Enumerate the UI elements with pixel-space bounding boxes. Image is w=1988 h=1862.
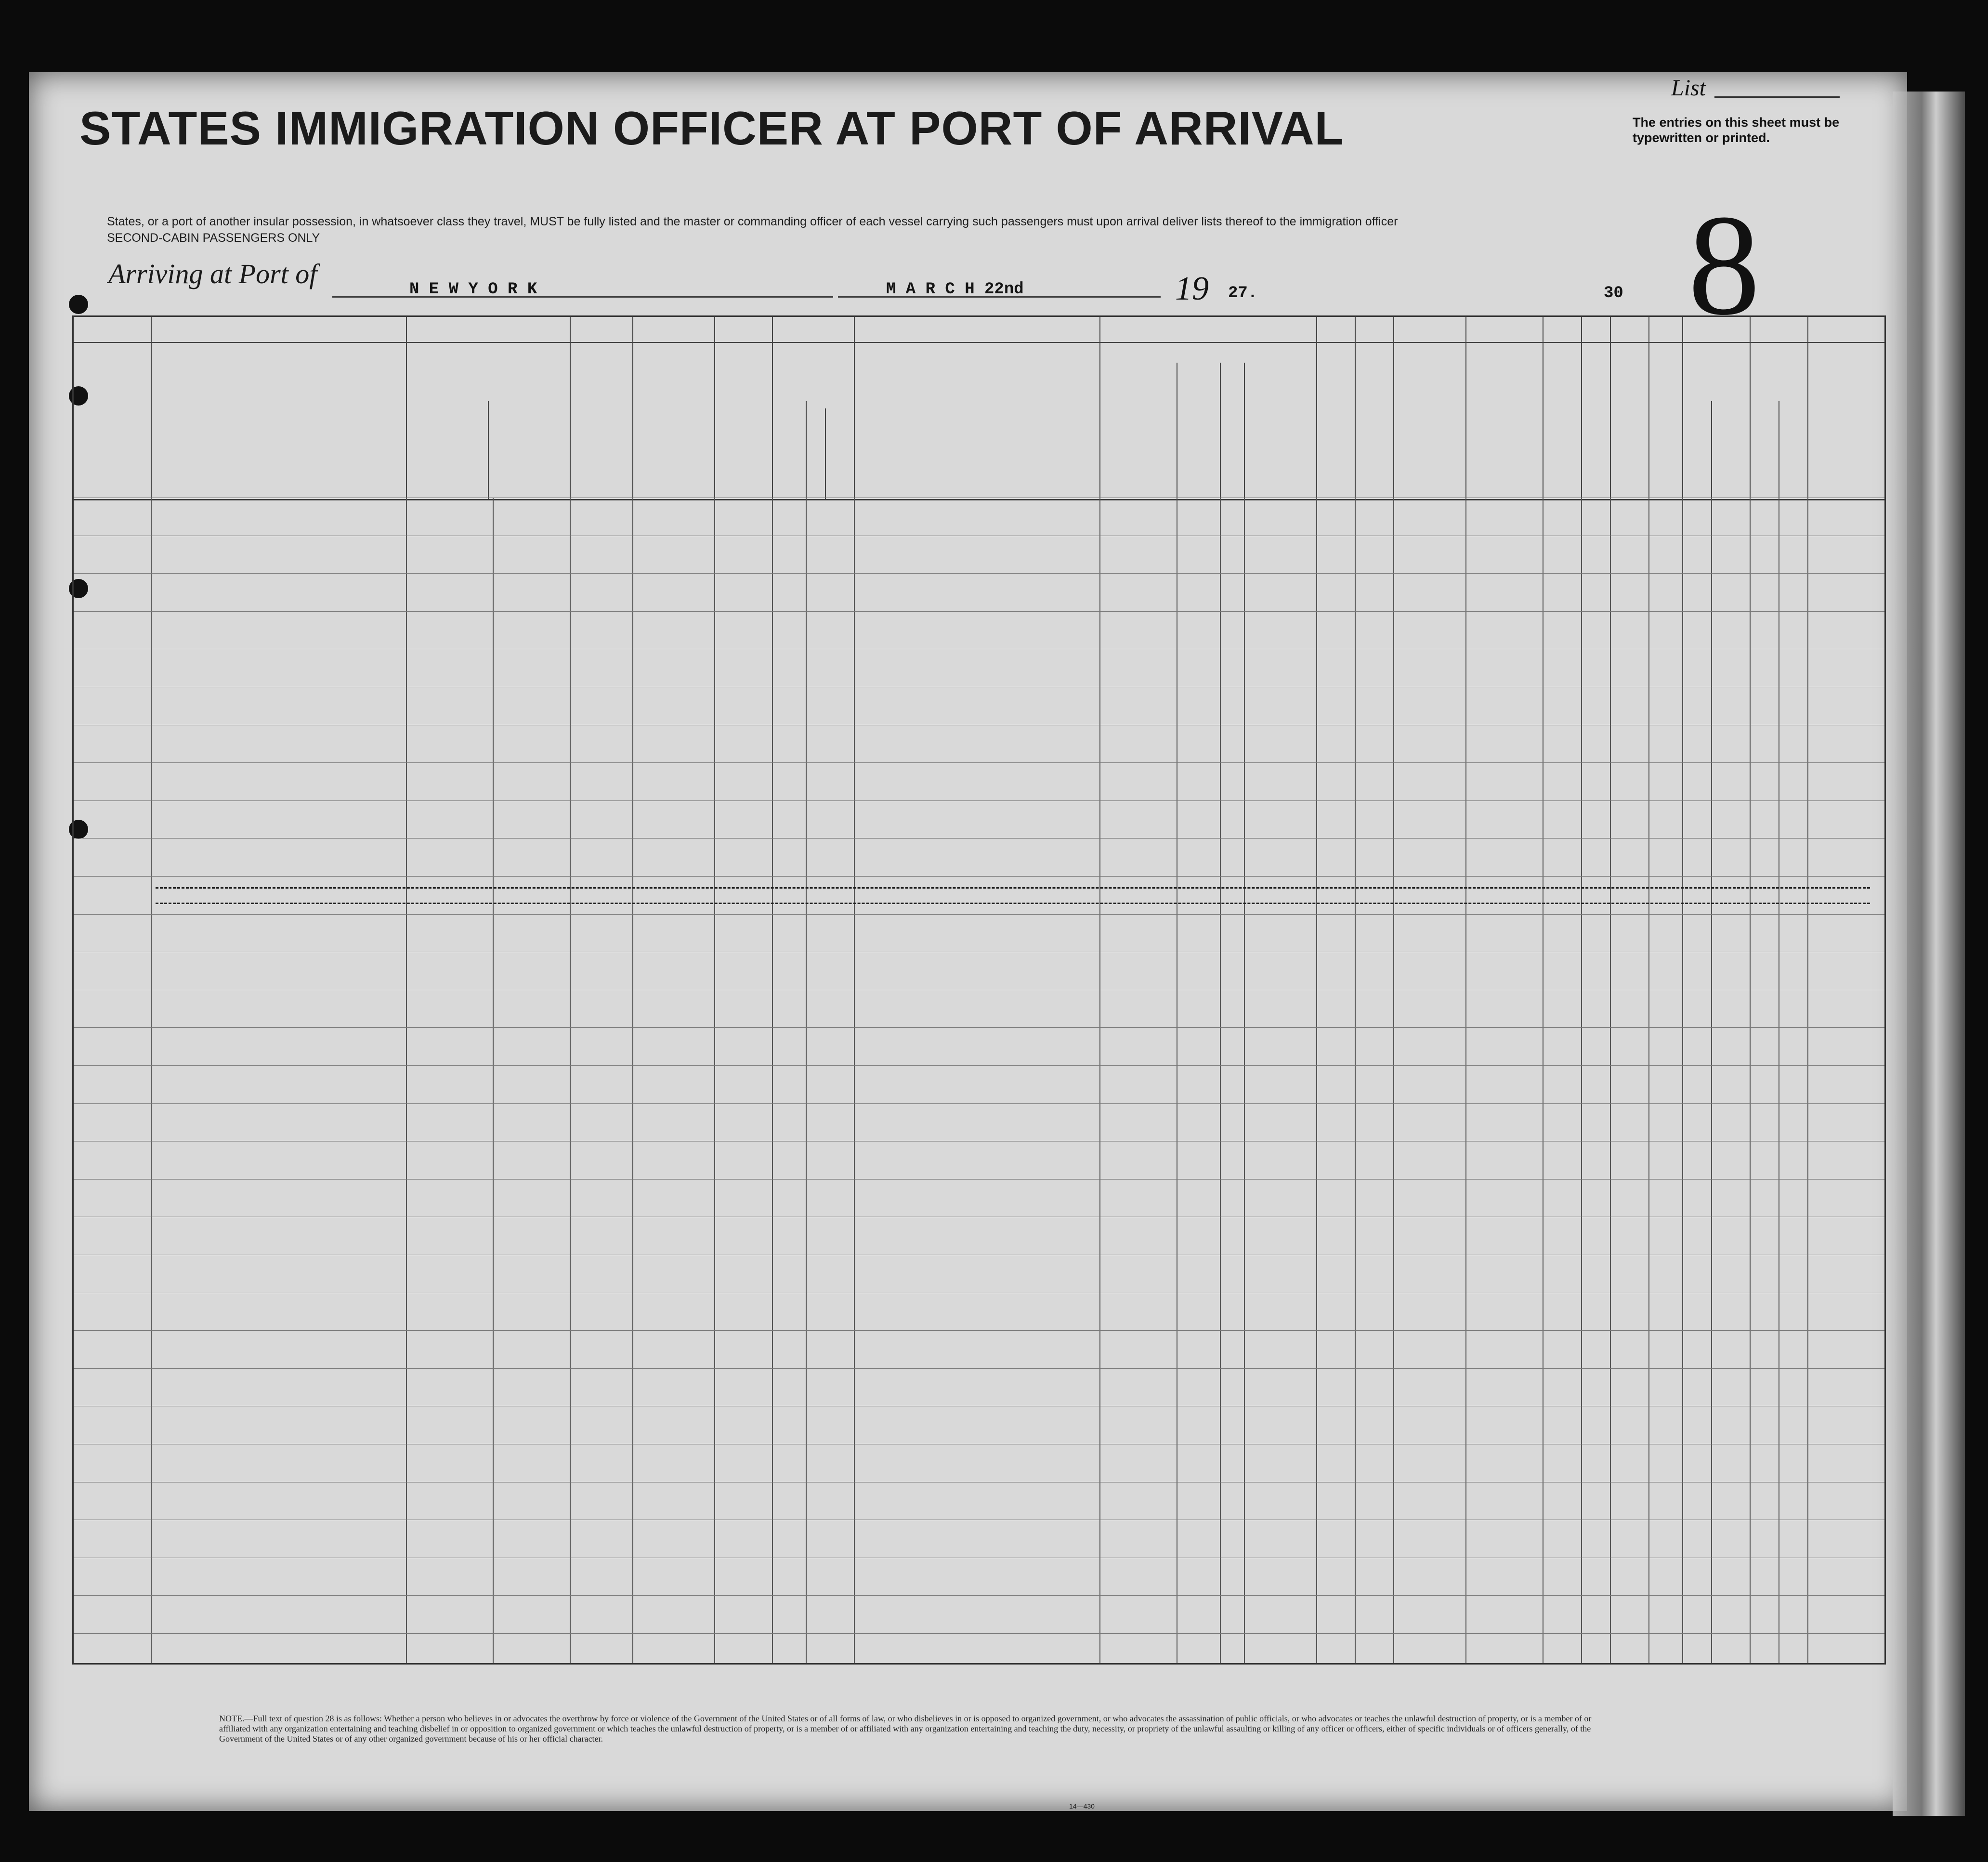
port-line bbox=[332, 296, 833, 298]
grid-divider bbox=[1750, 498, 1751, 1663]
row-divider bbox=[74, 800, 1884, 801]
grid-divider bbox=[806, 498, 807, 1663]
list-number-handwritten: 8 bbox=[1688, 185, 1760, 345]
grid-divider bbox=[1099, 498, 1100, 1663]
header-divider bbox=[714, 317, 715, 499]
grid-divider bbox=[854, 498, 855, 1663]
row-divider bbox=[74, 838, 1884, 839]
form-number: 14—430 bbox=[1069, 1802, 1095, 1810]
row-divider bbox=[74, 762, 1884, 763]
header-divider bbox=[632, 317, 633, 499]
header-divider bbox=[854, 317, 855, 499]
grid-divider bbox=[1355, 498, 1356, 1663]
grid-divider bbox=[772, 498, 773, 1663]
row-divider bbox=[74, 876, 1884, 877]
grid-divider bbox=[1682, 498, 1683, 1663]
grid-divider bbox=[493, 498, 494, 1663]
row-divider bbox=[74, 573, 1884, 574]
header-divider bbox=[1648, 317, 1649, 499]
header-divider bbox=[1711, 401, 1712, 499]
column-header bbox=[72, 315, 1886, 500]
header-divider bbox=[1099, 317, 1100, 499]
row-divider bbox=[74, 1330, 1884, 1331]
grid-divider bbox=[1393, 498, 1394, 1663]
year-field: 27. bbox=[1228, 284, 1258, 302]
header-divider bbox=[1750, 317, 1751, 499]
row-divider bbox=[74, 1103, 1884, 1104]
subtitle-class: SECOND-CABIN PASSENGERS ONLY bbox=[107, 231, 320, 245]
header-divider bbox=[1465, 317, 1466, 499]
page-edge bbox=[1893, 92, 1965, 1816]
header-divider bbox=[406, 317, 407, 499]
grid-divider bbox=[714, 498, 715, 1663]
strikethrough-line bbox=[156, 887, 1870, 889]
header-divider bbox=[151, 317, 152, 499]
row-divider bbox=[74, 1633, 1884, 1634]
date-field: M A R C H 22nd bbox=[886, 280, 1024, 299]
header-divider bbox=[488, 401, 489, 499]
grid-divider bbox=[1610, 498, 1611, 1663]
header-row-divider bbox=[74, 342, 1884, 343]
header-divider bbox=[1220, 363, 1221, 499]
header-divider bbox=[806, 401, 807, 499]
header-divider bbox=[1807, 317, 1808, 499]
header-divider bbox=[1610, 317, 1611, 499]
grid-divider bbox=[1581, 498, 1582, 1663]
passenger-grid bbox=[72, 498, 1886, 1665]
grid-divider bbox=[632, 498, 633, 1663]
grid-divider bbox=[151, 498, 152, 1663]
header-divider bbox=[1393, 317, 1394, 499]
subtitle: States, or a port of another insular possession, in whatsoever class they travel, MUST be fully listed and the master or commanding officer of each vessel carrying such passengers must upon arrival deliver lists thereof to the immigration officer bbox=[107, 215, 1398, 228]
year-prefix: 19 bbox=[1175, 270, 1209, 307]
list-line bbox=[1714, 96, 1840, 98]
row-divider bbox=[74, 914, 1884, 915]
header-divider bbox=[1316, 317, 1317, 499]
grid-divider bbox=[1316, 498, 1317, 1663]
grid-divider bbox=[1465, 498, 1466, 1663]
grid-divider bbox=[1807, 498, 1808, 1663]
grid-divider bbox=[406, 498, 407, 1663]
page-title: STATES IMMIGRATION OFFICER AT PORT OF ARRIVAL bbox=[79, 102, 1344, 155]
header-divider bbox=[772, 317, 773, 499]
grid-divider bbox=[1220, 498, 1221, 1663]
row-divider bbox=[74, 1179, 1884, 1180]
header-divider bbox=[1244, 363, 1245, 499]
header-divider bbox=[1581, 317, 1582, 499]
arriving-label: Arriving at Port of bbox=[108, 258, 317, 289]
strikethrough-line bbox=[156, 903, 1870, 904]
port-field: N E W Y O R K bbox=[409, 280, 537, 299]
typewritten-note: The entries on this sheet must be typewritten or printed. bbox=[1633, 115, 1840, 145]
binder-hole bbox=[69, 295, 88, 314]
header-divider bbox=[570, 317, 571, 499]
header-divider bbox=[1682, 317, 1683, 499]
footnote: NOTE.—Full text of question 28 is as follows: Whether a person who believes in or advocates the overthrow by force or violence of the Government of the United States or of all forms of law, or who disbelieves in or is opposed to organized government, or who advocates the assassination of public officials, or who advocates or teaches the unlawful destruction of property, or is a member of or affiliated with any organization entertaining and teaching disbelief in or opposition to organized government or which teaches the unlawful destruction of property, or is a member of or affiliated with any organization entertaining and teaching the duty, necessity, or propriety of the unlawful assaulting or killing of any officer or officers, either of specific individuals or of officers generally, of the Government of the United States or of any other organized government because of his or her official character. bbox=[219, 1714, 1592, 1744]
row-divider bbox=[74, 1595, 1884, 1596]
header-divider bbox=[825, 408, 826, 499]
row-divider bbox=[74, 1065, 1884, 1066]
row-divider bbox=[74, 1027, 1884, 1028]
row-divider bbox=[74, 611, 1884, 612]
row-divider bbox=[74, 1368, 1884, 1369]
header-divider bbox=[1355, 317, 1356, 499]
grid-divider bbox=[570, 498, 571, 1663]
list-label: List bbox=[1671, 75, 1706, 101]
grid-divider bbox=[1648, 498, 1649, 1663]
grid-divider bbox=[1711, 498, 1712, 1663]
sheet-number: 30 bbox=[1604, 284, 1623, 302]
grid-divider bbox=[1244, 498, 1245, 1663]
